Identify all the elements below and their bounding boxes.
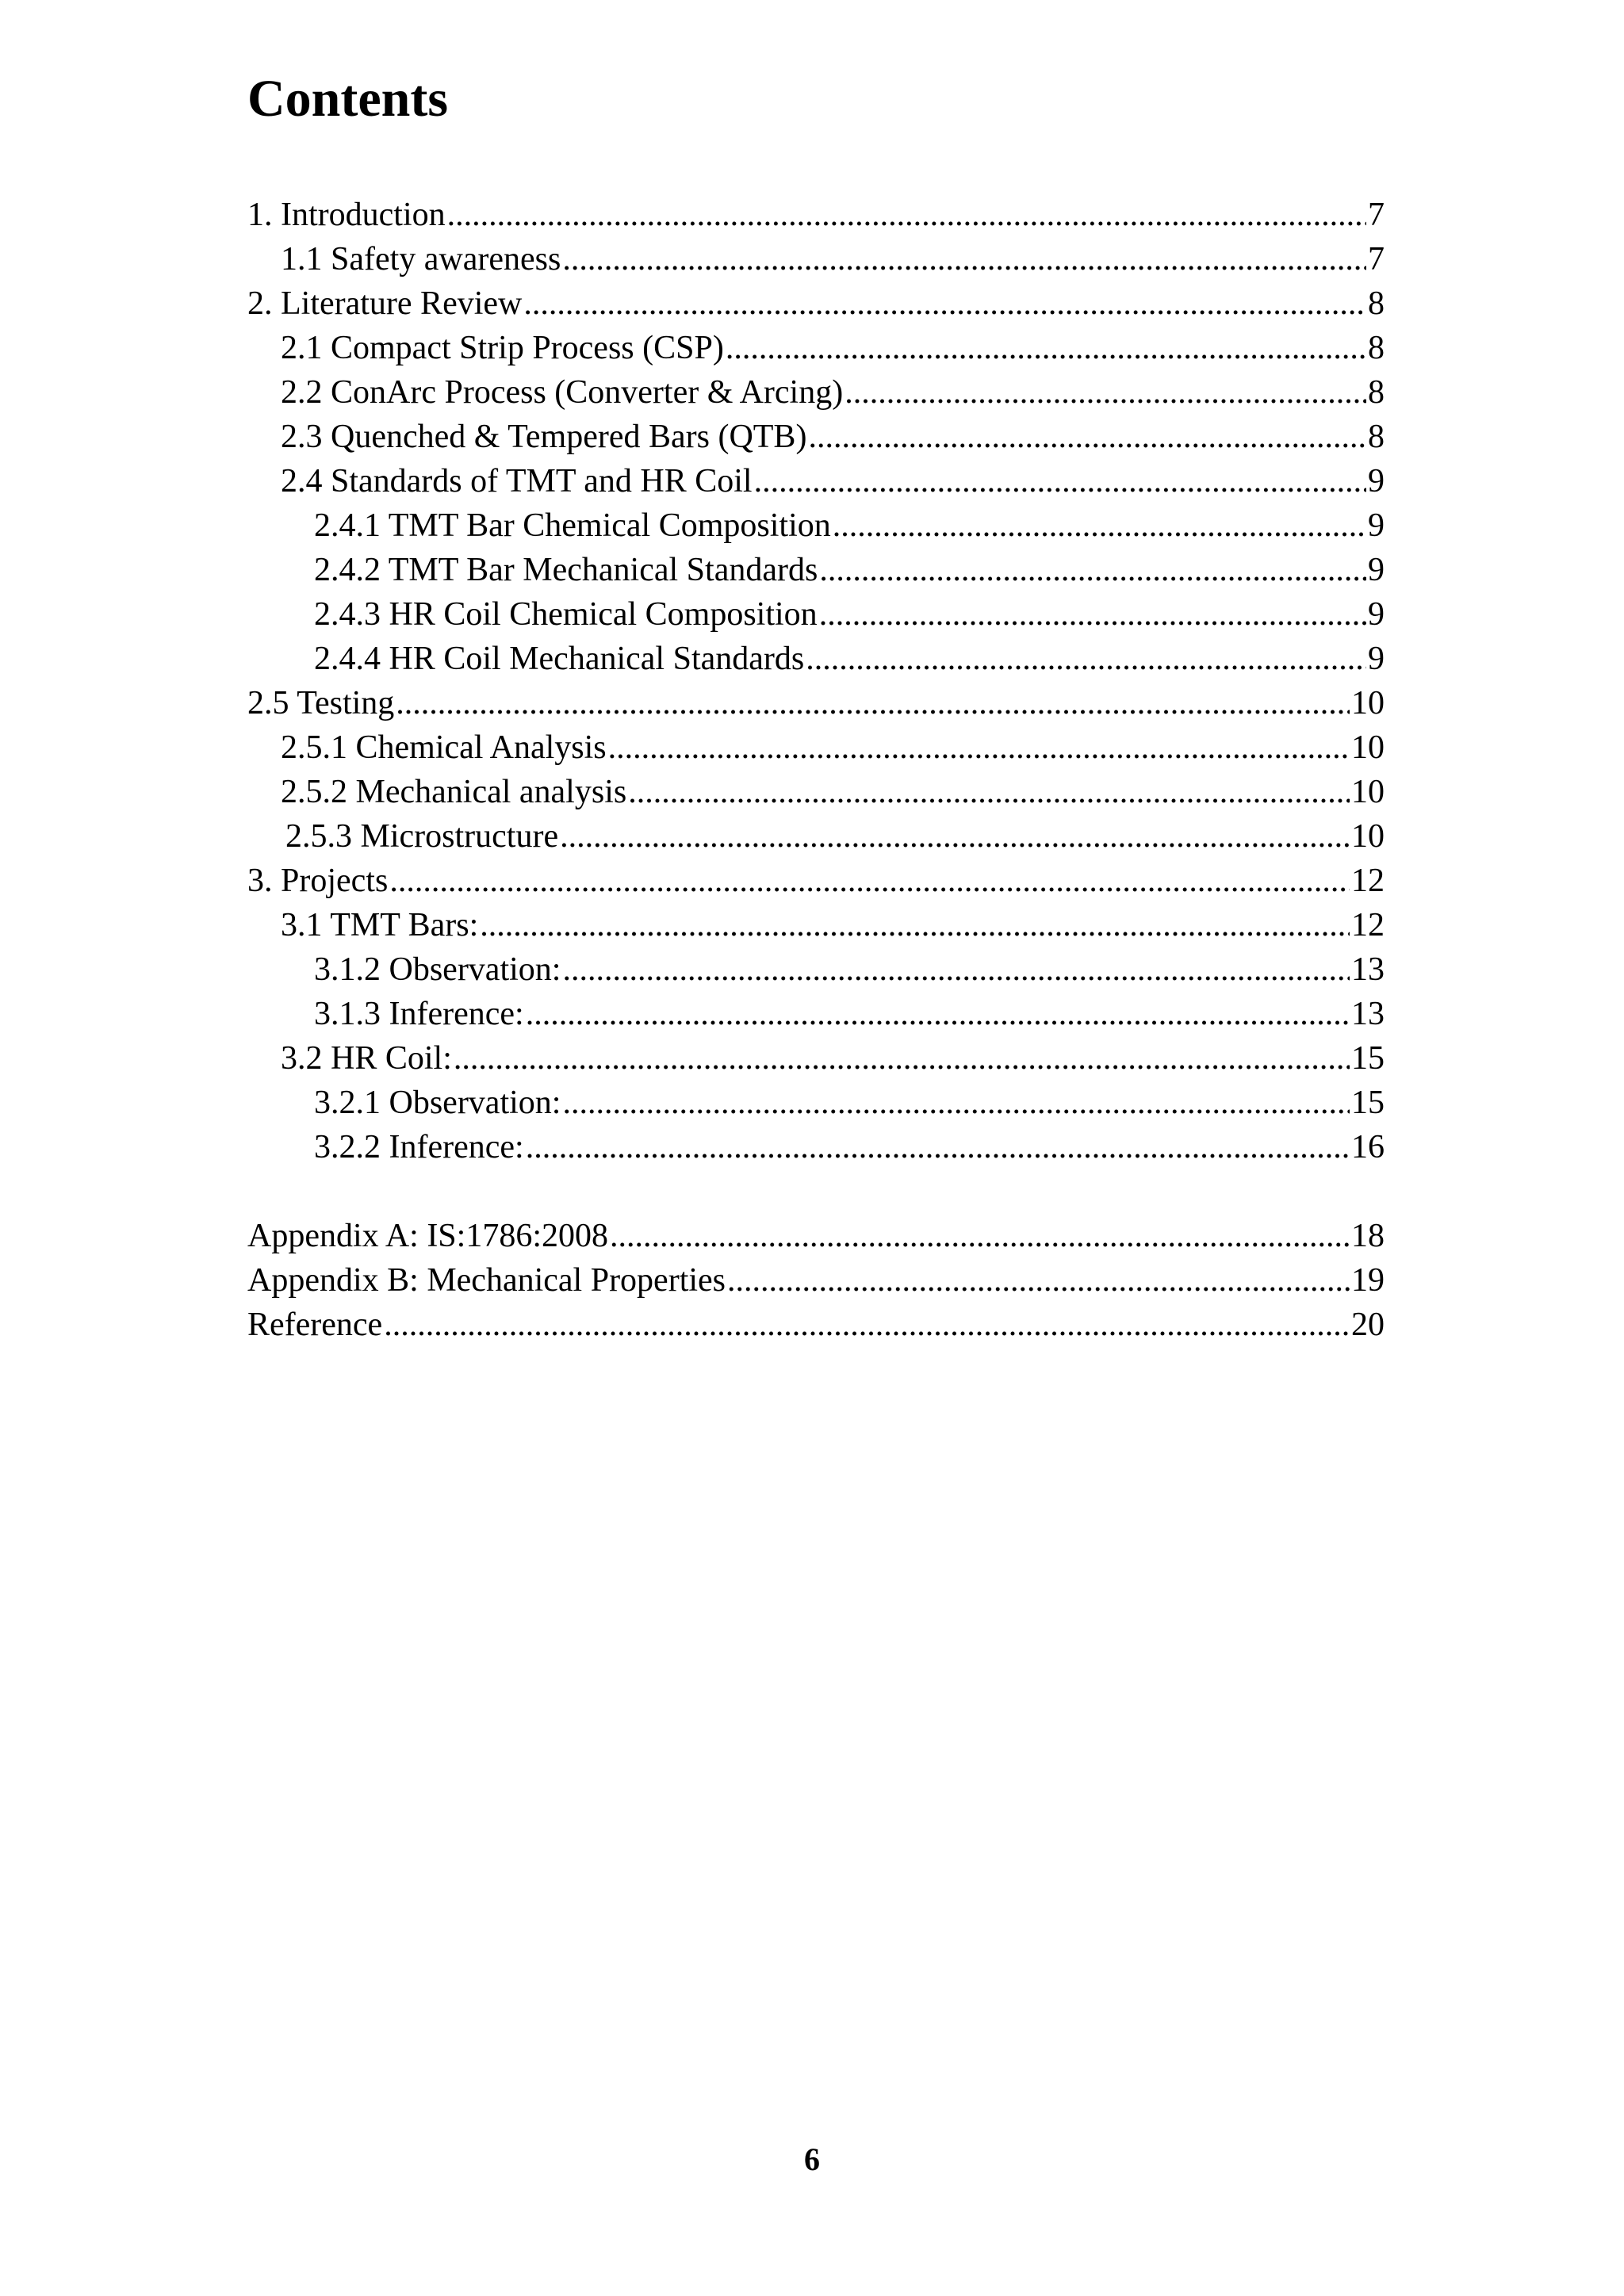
toc-entry-title: 2.5.2 Mechanical analysis [281,774,627,810]
toc-entry[interactable] [247,992,1385,1036]
dot-leader [628,770,1350,814]
toc-entry[interactable] [247,903,1385,947]
toc-entry[interactable] [247,681,1385,725]
toc-entry-title: 2.4.2 TMT Bar Mechanical Standards [314,552,818,588]
page-number: 6 [804,2141,820,2177]
toc-entry-title: 1.1 Safety awareness [281,241,561,277]
toc-entry[interactable] [247,725,1385,770]
dot-leader [523,281,1366,326]
dot-leader [610,1214,1350,1258]
toc-entry-page: 19 [1351,1262,1385,1299]
toc-entry-page: 9 [1368,596,1385,633]
toc-entry[interactable] [247,1036,1385,1081]
toc-entry[interactable] [247,1303,1385,1347]
toc-entry-page: 15 [1351,1040,1385,1077]
toc-entry-title: 2.3 Quenched & Tempered Bars (QTB) [281,419,807,455]
dot-leader [845,370,1366,415]
toc-entry-title: 2.2 ConArc Process (Converter & Arcing) [281,374,844,411]
toc-entry-page: 20 [1351,1307,1385,1343]
dot-leader [562,1081,1350,1125]
toc-entry[interactable] [247,281,1385,326]
dot-leader [389,859,1350,903]
toc-entry-page: 13 [1351,951,1385,988]
toc-entry[interactable] [247,1258,1385,1303]
toc-entry-title: 3.2.2 Inference: [314,1129,524,1165]
toc-entry-title: 2.4.3 HR Coil Chemical Composition [314,596,818,633]
toc-entry-page: 10 [1351,729,1385,766]
toc-entry-page: 8 [1368,285,1385,322]
table-of-contents [247,193,1385,1347]
dot-leader [754,459,1366,503]
toc-entry-title: Appendix B: Mechanical Properties [247,1262,726,1299]
toc-entry[interactable] [247,592,1385,637]
toc-entry-page: 9 [1368,507,1385,544]
page-title: Contents [247,70,449,128]
dot-leader [396,681,1350,725]
dot-leader [447,193,1366,237]
dot-leader [808,415,1366,459]
toc-entry-page: 8 [1368,330,1385,366]
toc-entry-title: 2. Literature Review [247,285,523,322]
toc-entry-page: 8 [1368,374,1385,411]
toc-entry[interactable] [247,326,1385,370]
toc-entry-title: 2.5.3 Microstructure [285,818,559,855]
toc-entry-page: 9 [1368,463,1385,499]
toc-entry[interactable] [247,1214,1385,1258]
dot-leader [727,1258,1350,1303]
toc-entry[interactable] [247,503,1385,548]
toc-entry[interactable] [247,814,1385,859]
toc-entry-page: 12 [1351,907,1385,943]
dot-leader [560,814,1350,859]
toc-entry-title: Reference [247,1307,383,1343]
toc-entry-page: 10 [1351,774,1385,810]
toc-entry-page: 7 [1368,197,1385,233]
dot-leader [833,503,1366,548]
toc-entry[interactable] [247,637,1385,681]
toc-entry-page: 12 [1351,863,1385,899]
toc-entry-title: Appendix A: IS:1786:2008 [247,1218,609,1254]
dot-leader [726,326,1366,370]
toc-entry[interactable] [247,859,1385,903]
toc-entry[interactable] [247,1125,1385,1169]
dot-leader [819,592,1366,637]
toc-entry-title: 2.5.1 Chemical Analysis [281,729,607,766]
toc-entry[interactable] [247,193,1385,237]
toc-entry-title: 2.1 Compact Strip Process (CSP) [281,330,724,366]
toc-entry[interactable] [247,415,1385,459]
toc-entry-title: 3.1.2 Observation: [314,951,561,988]
toc-entry-page: 13 [1351,996,1385,1032]
dot-leader [526,992,1350,1036]
dot-leader [819,548,1366,592]
toc-entry-page: 8 [1368,419,1385,455]
toc-entry[interactable] [247,370,1385,415]
toc-entry-title: 2.4.1 TMT Bar Chemical Composition [314,507,831,544]
toc-entry[interactable] [247,1081,1385,1125]
toc-entry-page: 16 [1351,1129,1385,1165]
dot-leader [480,903,1350,947]
toc-entry-page: 9 [1368,641,1385,677]
dot-leader [454,1036,1350,1081]
dot-leader [562,947,1350,992]
toc-entry-page: 15 [1351,1085,1385,1121]
toc-entry-title: 3.1 TMT Bars: [281,907,479,943]
toc-entry-title: 2.4 Standards of TMT and HR Coil [281,463,753,499]
toc-entry-page: 9 [1368,552,1385,588]
toc-entry-page: 18 [1351,1218,1385,1254]
toc-entry-title: 2.5 Testing [247,685,395,721]
dot-leader [384,1303,1350,1347]
toc-entry-page: 10 [1351,818,1385,855]
toc-entry-page: 7 [1368,241,1385,277]
toc-entry-title: 3.1.3 Inference: [314,996,524,1032]
toc-entry-title: 3. Projects [247,863,389,899]
dot-leader [562,237,1366,281]
toc-entry-title: 3.2.1 Observation: [314,1085,561,1121]
toc-entry-title: 2.4.4 HR Coil Mechanical Standards [314,641,805,677]
dot-leader [806,637,1366,681]
toc-entry[interactable] [247,459,1385,503]
dot-leader [608,725,1350,770]
toc-entry-page: 10 [1351,685,1385,721]
dot-leader [526,1125,1350,1169]
toc-entry-title: 1. Introduction [247,197,446,233]
toc-entry[interactable] [247,548,1385,592]
toc-entry-title: 3.2 HR Coil: [281,1040,452,1077]
toc-entry[interactable] [247,770,1385,814]
toc-entry[interactable] [247,947,1385,992]
toc-entry[interactable] [247,237,1385,281]
